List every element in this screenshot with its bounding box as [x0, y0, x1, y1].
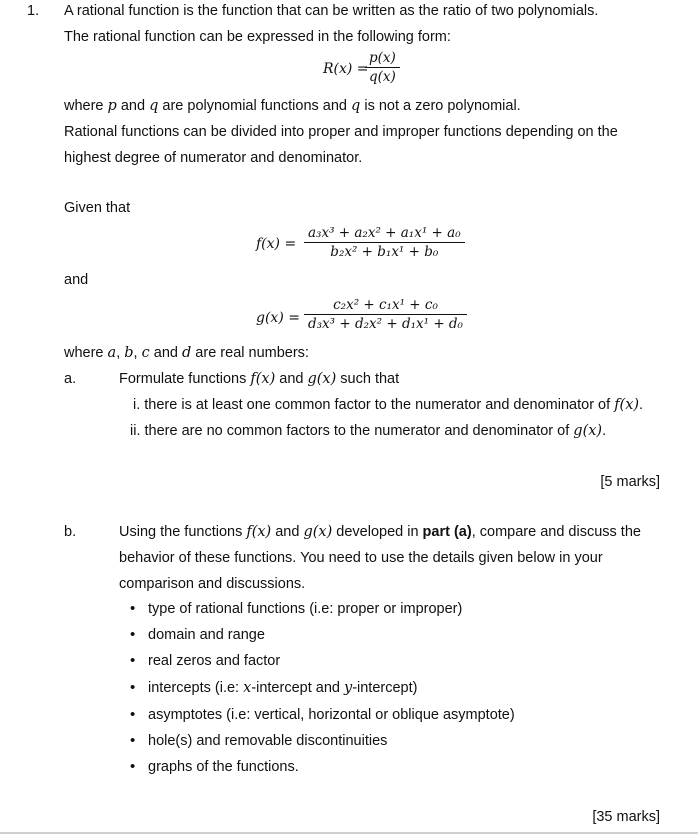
var-q: q	[149, 98, 159, 114]
text: where	[64, 345, 108, 361]
list-item	[148, 680, 417, 696]
text: are real numbers:	[191, 345, 309, 361]
part-b-marks: [35 marks]	[592, 809, 660, 825]
math-f: f(x)	[250, 371, 276, 387]
math-f: f(x)	[246, 524, 272, 540]
part-a-text	[119, 371, 399, 387]
where-abcd-line	[64, 345, 309, 361]
math-g: g(x)	[303, 524, 333, 540]
list-item: hole(s) and removable discontinuities	[148, 733, 388, 749]
text: ii. there are no common factors to the numerator and denominator of	[130, 423, 574, 439]
text: ,	[116, 345, 125, 361]
bullet-dot-icon: •	[130, 626, 136, 643]
bullet-dot-icon: •	[130, 652, 136, 669]
rational-line-1: Rational functions can be divided into proper and improper functions depending on the	[64, 124, 618, 140]
var-d: d	[181, 345, 192, 361]
math-f: f(x)	[614, 397, 640, 413]
var-y: y	[343, 680, 353, 696]
text: and	[275, 371, 308, 387]
formula-r-numerator: p(x)	[365, 50, 400, 68]
given-that: Given that	[64, 200, 131, 216]
text: Using the functions	[119, 524, 247, 540]
formula-g-fraction	[304, 297, 467, 332]
part-b-line-2: behavior of these functions. You need to use the details given below in your	[119, 550, 603, 566]
list-item: domain and range	[148, 627, 265, 643]
text: and	[271, 524, 304, 540]
part-a-sub-i	[133, 397, 643, 413]
question-number: 1.	[27, 3, 40, 19]
text: and	[116, 98, 150, 114]
text: i. there is at least one common factor to the numerator and denominator of	[133, 397, 615, 413]
text: and	[149, 345, 182, 361]
text: Formulate functions	[119, 371, 251, 387]
formula-r-fraction	[365, 50, 400, 85]
formula-f-lhs-text: f(x) =	[256, 236, 297, 252]
formula-f-lhs	[256, 236, 296, 252]
bullet-dot-icon: •	[130, 732, 136, 749]
text: , compare and discuss the	[471, 524, 641, 540]
rational-line-2: highest degree of numerator and denominator.	[64, 150, 363, 166]
bullet-dot-icon: •	[130, 758, 136, 775]
formula-r-lhs-text: R(x) =	[323, 61, 369, 77]
text: where	[64, 98, 108, 114]
list-item: graphs of the functions.	[148, 759, 299, 775]
list-item: asymptotes (i.e: vertical, horizontal or oblique asymptote)	[148, 707, 515, 723]
text: -intercept and	[251, 680, 344, 696]
bullet-dot-icon: •	[130, 706, 136, 723]
text: is not a zero polynomial.	[360, 98, 521, 114]
var-b: b	[124, 345, 134, 361]
part-a-sub-ii	[130, 423, 606, 439]
formula-f-fraction	[304, 225, 465, 260]
formula-g-denominator: d₃x³ + d₂x² + d₁x¹ + d₀	[308, 316, 463, 332]
formula-g-lhs-text: g(x) =	[256, 310, 300, 326]
formula-r-lhs	[323, 61, 369, 77]
text: .	[639, 397, 644, 413]
var-x: x	[243, 680, 252, 696]
list-item: real zeros and factor	[148, 653, 281, 669]
math-g: g(x)	[573, 423, 603, 439]
list-item: type of rational functions (i.e: proper or improper)	[148, 601, 463, 617]
intro-line-2: The rational function can be expressed in the following form:	[64, 29, 451, 45]
part-b-line-3: comparison and discussions.	[119, 576, 306, 592]
formula-f-denominator: b₂x² + b₁x¹ + b₀	[330, 244, 439, 260]
formula-r-denominator: q(x)	[369, 69, 396, 85]
part-a-marks: [5 marks]	[600, 474, 660, 490]
intro-line-1: A rational function is the function that can be written as the ratio of two polynomials.	[64, 3, 599, 19]
formula-g-lhs	[256, 310, 300, 326]
var-c: c	[141, 345, 150, 361]
part-b-line-1	[119, 524, 660, 540]
formula-f-numerator: a₃x³ + a₂x² + a₁x¹ + a₀	[304, 225, 465, 243]
and-label: and	[64, 272, 89, 288]
var-a: a	[107, 345, 117, 361]
text: such that	[336, 371, 400, 387]
part-a-reference: part (a)	[422, 524, 472, 540]
text: -intercept)	[352, 680, 418, 696]
var-q: q	[351, 98, 361, 114]
part-a-label: a.	[64, 371, 77, 387]
text: developed in	[332, 524, 423, 540]
where-pq-line	[64, 98, 521, 114]
text: are polynomial functions and	[158, 98, 352, 114]
var-p: p	[107, 98, 117, 114]
formula-g-numerator: c₂x² + c₁x¹ + c₀	[304, 297, 467, 315]
text: ,	[133, 345, 142, 361]
text: .	[602, 423, 607, 439]
text: intercepts (i.e:	[148, 680, 244, 696]
bullet-dot-icon: •	[130, 679, 136, 696]
part-b-label: b.	[64, 524, 77, 540]
math-g: g(x)	[307, 371, 337, 387]
bullet-dot-icon: •	[130, 600, 136, 617]
